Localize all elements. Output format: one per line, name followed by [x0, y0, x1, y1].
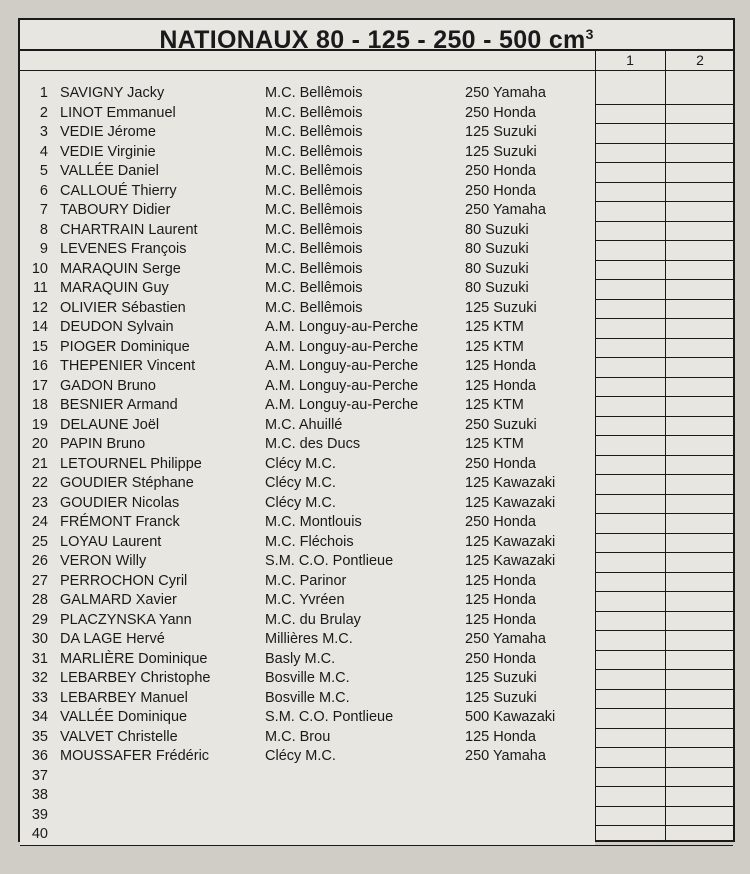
- rider-name: GOUDIER Nicolas: [60, 494, 180, 511]
- row-text-area: [20, 260, 595, 280]
- table-row: [20, 533, 733, 554]
- rider-club: A.M. Longuy-au-Perche: [265, 338, 419, 355]
- rider-club: M.C. Bellêmois: [265, 280, 363, 296]
- rider-name: LETOURNEL Philippe: [60, 455, 202, 472]
- table-row: [20, 786, 733, 807]
- row-number: 36: [31, 748, 48, 764]
- table-row: [20, 338, 733, 359]
- rider-club: M.C. du Brulay: [265, 611, 361, 628]
- table-row: [20, 591, 733, 612]
- row-text-area: [20, 299, 595, 319]
- rider-club: Bosville M.C.: [265, 689, 350, 706]
- table-row: [20, 84, 733, 105]
- row-text-area: [20, 591, 595, 611]
- rider-club: M.C. Yvréen: [265, 592, 345, 608]
- table-row: [20, 221, 733, 242]
- table-row: [20, 435, 733, 456]
- row-text-area: [20, 416, 595, 436]
- rider-motorcycle: 125 KTM: [465, 436, 524, 452]
- rider-club: Clécy M.C.: [265, 475, 336, 491]
- row-number: 40: [31, 826, 48, 842]
- rider-motorcycle: 250 Suzuki: [465, 416, 537, 433]
- rider-name: TABOURY Didier: [60, 202, 171, 218]
- rider-name: BESNIER Armand: [60, 397, 178, 413]
- row-text-area: [20, 689, 595, 709]
- row-text-area: [20, 84, 595, 104]
- table-row: [20, 552, 733, 573]
- rider-name: CHARTRAIN Laurent: [60, 221, 198, 238]
- row-number: 35: [31, 728, 48, 745]
- rider-name: CALLOUÉ Thierry: [60, 182, 177, 199]
- rider-name: VEDIE Virginie: [60, 143, 156, 160]
- rider-name: VEDIE Jérome: [60, 124, 156, 140]
- table-row: [20, 123, 733, 144]
- table-row: [20, 494, 733, 515]
- table-row: [20, 162, 733, 183]
- row-number: 39: [31, 806, 48, 823]
- rider-motorcycle: 125 Suzuki: [465, 124, 537, 140]
- row-number: 6: [39, 182, 48, 199]
- row-text-area: [20, 806, 595, 826]
- rider-club: S.M. C.O. Pontlieue: [265, 709, 394, 725]
- rider-club: M.C. Bellêmois: [265, 202, 363, 218]
- rider-motorcycle: 250 Honda: [465, 650, 536, 667]
- rider-motorcycle: 80 Suzuki: [465, 221, 529, 238]
- table-row: [20, 260, 733, 281]
- table-row: [20, 728, 733, 749]
- table-row: [20, 416, 733, 437]
- rider-name: DELAUNE Joël: [60, 416, 160, 433]
- table-row: [20, 669, 733, 690]
- entry-table: [20, 51, 733, 842]
- rider-name: FRÉMONT Franck: [60, 514, 180, 530]
- row-number: 25: [31, 533, 48, 550]
- row-number: 4: [39, 143, 48, 160]
- table-row: [20, 104, 733, 125]
- table-row: [20, 182, 733, 203]
- row-text-area: [20, 318, 595, 338]
- rider-motorcycle: 125 Suzuki: [465, 670, 537, 686]
- table-row: [20, 318, 733, 339]
- row-text-area: [20, 572, 595, 592]
- rider-club: M.C. Bellêmois: [265, 221, 363, 238]
- table-row: [20, 630, 733, 651]
- rider-name: PIOGER Dominique: [60, 338, 190, 355]
- table-row: [20, 240, 733, 261]
- table-row: [20, 689, 733, 710]
- rider-motorcycle: 250 Yamaha: [465, 202, 546, 218]
- row-number: 3: [39, 124, 48, 140]
- row-text-area: [20, 552, 595, 572]
- title-text: NATIONAUX 80 - 125 - 250 - 500 cm: [159, 26, 586, 54]
- row-number: 27: [31, 572, 48, 589]
- row-text-area: [20, 494, 595, 514]
- rider-motorcycle: 125 Honda: [465, 358, 536, 374]
- row-number: 21: [31, 455, 48, 472]
- table-row: [20, 201, 733, 222]
- rider-name: MARAQUIN Guy: [60, 280, 169, 296]
- row-text-area: [20, 630, 595, 650]
- rider-motorcycle: 125 Honda: [465, 572, 536, 589]
- rider-club: M.C. Parinor: [265, 572, 347, 589]
- table-row: [20, 825, 733, 846]
- row-number: 10: [31, 260, 48, 277]
- rider-club: Clécy M.C.: [265, 494, 336, 511]
- rider-club: M.C. Bellêmois: [265, 85, 363, 101]
- rider-name: DA LAGE Hervé: [60, 631, 165, 647]
- row-text-area: [20, 650, 595, 670]
- rider-club: M.C. des Ducs: [265, 436, 361, 452]
- row-number: 34: [31, 709, 48, 725]
- rider-motorcycle: 125 Suzuki: [465, 143, 537, 160]
- row-text-area: [20, 825, 595, 845]
- row-text-area: [20, 474, 595, 494]
- row-number: 17: [31, 377, 48, 394]
- row-text-area: [20, 201, 595, 221]
- row-number: 31: [31, 650, 48, 667]
- row-text-area: [20, 221, 595, 241]
- row-text-area: [20, 396, 595, 416]
- rider-club: M.C. Brou: [265, 728, 331, 745]
- rider-motorcycle: 125 Suzuki: [465, 299, 537, 316]
- rider-name: VALVET Christelle: [60, 728, 178, 745]
- rider-motorcycle: 125 Kawazaki: [465, 475, 556, 491]
- rider-name: PLACZYNSKA Yann: [60, 611, 192, 628]
- rider-club: M.C. Fléchois: [265, 533, 354, 550]
- rider-motorcycle: 250 Honda: [465, 182, 536, 199]
- rider-club: M.C. Ahuillé: [265, 416, 343, 433]
- rider-club: M.C. Bellêmois: [265, 299, 363, 316]
- rider-club: A.M. Longuy-au-Perche: [265, 358, 419, 374]
- row-text-area: [20, 377, 595, 397]
- rider-name: MARLIÈRE Dominique: [60, 650, 208, 667]
- row-text-area: [20, 786, 595, 806]
- row-number: 9: [39, 241, 48, 257]
- row-text-area: [20, 182, 595, 202]
- entry-list-sheet: [18, 18, 735, 842]
- row-number: 14: [31, 319, 48, 335]
- rider-name: VALLÉE Dominique: [60, 709, 188, 725]
- row-text-area: [20, 747, 595, 767]
- rider-name: PERROCHON Cyril: [60, 572, 188, 589]
- row-number: 2: [39, 104, 48, 121]
- rider-name: GALMARD Xavier: [60, 592, 177, 608]
- rider-name: LEVENES François: [60, 241, 187, 257]
- rider-motorcycle: 500 Kawazaki: [465, 709, 556, 725]
- column-header-2: 2: [696, 52, 704, 68]
- rider-name: THEPENIER Vincent: [60, 358, 196, 374]
- rider-motorcycle: 80 Suzuki: [465, 280, 529, 296]
- rider-motorcycle: 250 Honda: [465, 514, 536, 530]
- table-row: [20, 474, 733, 495]
- rider-motorcycle: 125 KTM: [465, 397, 524, 413]
- rider-name: MARAQUIN Serge: [60, 260, 181, 277]
- rider-club: M.C. Bellêmois: [265, 163, 363, 179]
- row-number: 8: [39, 221, 48, 238]
- rider-motorcycle: 125 Honda: [465, 611, 536, 628]
- row-text-area: [20, 767, 595, 787]
- table-row: [20, 708, 733, 729]
- rider-motorcycle: 125 Honda: [465, 377, 536, 394]
- row-text-area: [20, 708, 595, 728]
- row-text-area: [20, 279, 595, 299]
- row-number: 32: [31, 670, 48, 686]
- row-text-area: [20, 435, 595, 455]
- rider-name: LEBARBEY Christophe: [60, 670, 211, 686]
- rider-club: M.C. Montlouis: [265, 514, 362, 530]
- rider-club: A.M. Longuy-au-Perche: [265, 377, 419, 394]
- table-row: [20, 143, 733, 164]
- table-row: [20, 513, 733, 534]
- row-number: 20: [31, 436, 48, 452]
- row-number: 23: [31, 494, 48, 511]
- row-number: 29: [31, 611, 48, 628]
- row-number: 33: [31, 689, 48, 706]
- rider-club: M.C. Bellêmois: [265, 182, 363, 199]
- row-text-area: [20, 357, 595, 377]
- row-number: 5: [39, 163, 48, 179]
- rider-motorcycle: 80 Suzuki: [465, 241, 529, 257]
- table-row: [20, 572, 733, 593]
- rider-club: A.M. Longuy-au-Perche: [265, 397, 419, 413]
- table-row: [20, 806, 733, 827]
- rider-motorcycle: 125 Honda: [465, 728, 536, 745]
- rider-club: A.M. Longuy-au-Perche: [265, 319, 419, 335]
- rider-name: LOYAU Laurent: [60, 533, 162, 550]
- rider-name: LINOT Emmanuel: [60, 104, 176, 121]
- row-number: 38: [31, 787, 48, 803]
- table-row: [20, 767, 733, 788]
- rider-name: DEUDON Sylvain: [60, 319, 174, 335]
- row-text-area: [20, 240, 595, 260]
- table-row: [20, 611, 733, 632]
- rider-name: OLIVIER Sébastien: [60, 299, 186, 316]
- rider-motorcycle: 250 Yamaha: [465, 748, 546, 764]
- row-text-area: [20, 123, 595, 143]
- table-row: [20, 377, 733, 398]
- row-text-area: [20, 611, 595, 631]
- rider-club: Clécy M.C.: [265, 748, 336, 764]
- rider-motorcycle: 125 KTM: [465, 338, 524, 355]
- rider-club: Millières M.C.: [265, 631, 353, 647]
- rider-club: Basly M.C.: [265, 650, 336, 667]
- row-text-area: [20, 728, 595, 748]
- rider-club: S.M. C.O. Pontlieue: [265, 553, 394, 569]
- table-row: [20, 357, 733, 378]
- rider-name: SAVIGNY Jacky: [60, 85, 165, 101]
- row-number: 24: [31, 514, 48, 530]
- row-text-area: [20, 104, 595, 124]
- row-number: 16: [31, 358, 48, 374]
- table-row: [20, 455, 733, 476]
- row-number: 15: [31, 338, 48, 355]
- rider-motorcycle: 125 KTM: [465, 319, 524, 335]
- row-number: 7: [39, 202, 48, 218]
- table-row: [20, 279, 733, 300]
- rider-club: M.C. Bellêmois: [265, 104, 363, 121]
- row-text-area: [20, 513, 595, 533]
- rider-club: M.C. Bellêmois: [265, 260, 363, 277]
- rider-motorcycle: 125 Kawazaki: [465, 494, 556, 511]
- row-number: 22: [31, 475, 48, 491]
- row-number: 1: [39, 85, 48, 101]
- row-number: 18: [31, 397, 48, 413]
- column-header-1: 1: [626, 52, 634, 68]
- row-text-area: [20, 669, 595, 689]
- rider-name: LEBARBEY Manuel: [60, 689, 188, 706]
- table-header-row: [20, 51, 733, 71]
- rider-motorcycle: 125 Kawazaki: [465, 553, 556, 569]
- rider-name: GADON Bruno: [60, 377, 156, 394]
- rider-motorcycle: 125 Kawazaki: [465, 533, 556, 550]
- rider-motorcycle: 250 Yamaha: [465, 85, 546, 101]
- rider-motorcycle: 250 Honda: [465, 163, 536, 179]
- rider-motorcycle: 125 Honda: [465, 592, 536, 608]
- rider-motorcycle: 250 Yamaha: [465, 631, 546, 647]
- row-number: 11: [32, 280, 48, 296]
- rider-motorcycle: 80 Suzuki: [465, 260, 529, 277]
- row-text-area: [20, 143, 595, 163]
- rider-name: VALLÉE Daniel: [60, 163, 159, 179]
- row-number: 37: [31, 767, 48, 784]
- table-row: [20, 396, 733, 417]
- row-text-area: [20, 162, 595, 182]
- rider-motorcycle: 125 Suzuki: [465, 689, 537, 706]
- page-title: [20, 20, 733, 54]
- row-text-area: [20, 338, 595, 358]
- rider-name: MOUSSAFER Frédéric: [60, 748, 210, 764]
- rider-club: M.C. Bellêmois: [265, 143, 363, 160]
- title-superscript: 3: [585, 26, 594, 42]
- row-number: 26: [31, 553, 48, 569]
- rider-motorcycle: 250 Honda: [465, 104, 536, 121]
- row-number: 12: [31, 299, 48, 316]
- rider-name: PAPIN Bruno: [60, 436, 146, 452]
- rider-club: M.C. Bellêmois: [265, 241, 363, 257]
- row-number: 30: [31, 631, 48, 647]
- rider-club: M.C. Bellêmois: [265, 124, 363, 140]
- row-text-area: [20, 533, 595, 553]
- rider-name: GOUDIER Stéphane: [60, 475, 194, 491]
- rider-club: Bosville M.C.: [265, 670, 350, 686]
- rider-name: VERON Willy: [60, 553, 147, 569]
- rider-club: Clécy M.C.: [265, 455, 336, 472]
- table-row: [20, 650, 733, 671]
- table-row: [20, 747, 733, 768]
- rider-motorcycle: 250 Honda: [465, 455, 536, 472]
- row-number: 28: [31, 592, 48, 608]
- row-text-area: [20, 455, 595, 475]
- row-number: 19: [31, 416, 48, 433]
- table-row: [20, 299, 733, 320]
